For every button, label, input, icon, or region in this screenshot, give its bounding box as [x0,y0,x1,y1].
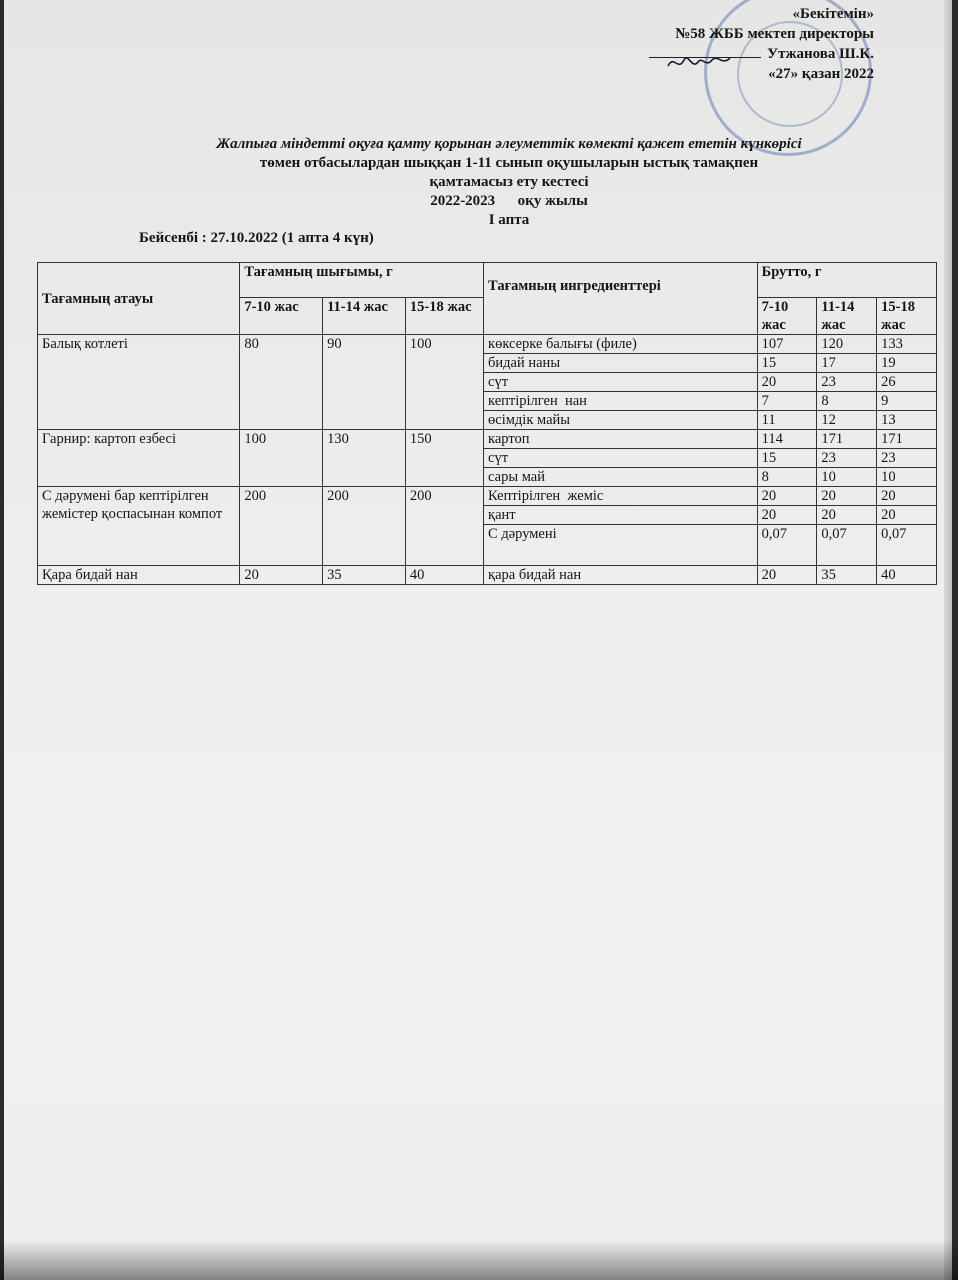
yield-11-14: 90 [323,335,406,430]
brutto-15-18: 19 [877,354,937,373]
header-yield-age-15-18: 15-18 жас [405,298,483,335]
bottom-shadow [0,1240,958,1280]
header-ingredients: Тағамның ингредиенттері [484,263,758,335]
brutto-15-18: 0,07 [877,525,937,566]
director-name: Утжанова Ш.К. [767,46,874,62]
brutto-15-18: 10 [877,468,937,487]
yield-15-18: 40 [405,566,483,585]
yield-7-10: 200 [240,487,323,566]
approval-heading: «Бекітемін» [792,6,874,22]
ingredient-name: кептірілген нан [484,392,758,411]
title-line-2: төмен отбасылардан шыққан 1-11 сынып оқушыларын ыстық тамақпен [259,155,759,171]
approval-date: «27» қазан 2022 [768,66,874,82]
brutto-11-14: 171 [817,430,877,449]
title-line-3: қамтамасыз ету кестесі [429,174,589,190]
ingredient-name: С дәрумені [484,525,758,566]
brutto-15-18: 26 [877,373,937,392]
brutto-7-10: 20 [757,487,817,506]
brutto-7-10: 7 [757,392,817,411]
brutto-15-18: 13 [877,411,937,430]
dish-name: Гарнир: картоп езбесі [38,430,240,487]
ingredient-name: қант [484,506,758,525]
handwritten-signature [664,50,734,74]
brutto-11-14: 20 [817,487,877,506]
brutto-7-10: 20 [757,566,817,585]
table-row [38,487,937,506]
table-row [38,566,937,585]
brutto-11-14: 10 [817,468,877,487]
brutto-7-10: 15 [757,449,817,468]
brutto-11-14: 8 [817,392,877,411]
menu-table [37,262,937,585]
brutto-11-14: 120 [817,335,877,354]
brutto-7-10: 107 [757,335,817,354]
title-line-1: Жалпыға міндетті оқуға қамту қорынан әлеуметтік көмекті қажет ететін күнкөрісі [216,136,802,152]
brutto-11-14: 17 [817,354,877,373]
brutto-15-18: 9 [877,392,937,411]
brutto-7-10: 8 [757,468,817,487]
header-brutto: Брутто, г [757,263,936,298]
yield-7-10: 100 [240,430,323,487]
ingredient-name: көксерке балығы (филе) [484,335,758,354]
yield-15-18: 200 [405,487,483,566]
dish-name: Қара бидай нан [38,566,240,585]
header-yield-age-7-10: 7-10 жас [240,298,323,335]
header-brutto-age-15-18: 15-18 жас [877,298,937,335]
yield-7-10: 80 [240,335,323,430]
dish-name: С дәрумені бар кептірілген жемістер қоспасынан компот [38,487,240,566]
brutto-7-10: 20 [757,506,817,525]
brutto-7-10: 11 [757,411,817,430]
brutto-15-18: 40 [877,566,937,585]
header-brutto-age-7-10: 7-10 жас [757,298,817,335]
week-label: І апта [488,212,530,228]
brutto-7-10: 0,07 [757,525,817,566]
yield-11-14: 130 [323,430,406,487]
brutto-11-14: 12 [817,411,877,430]
brutto-7-10: 15 [757,354,817,373]
brutto-11-14: 35 [817,566,877,585]
brutto-15-18: 20 [877,487,937,506]
brutto-11-14: 23 [817,373,877,392]
brutto-11-14: 23 [817,449,877,468]
academic-year: 2022-2023 оқу жылы [430,193,588,209]
header-dish-name: Тағамның атауы [38,263,240,335]
table-row [38,335,937,354]
yield-7-10: 20 [240,566,323,585]
brutto-15-18: 133 [877,335,937,354]
brutto-15-18: 171 [877,430,937,449]
header-brutto-age-11-14: 11-14 жас [817,298,877,335]
brutto-11-14: 0,07 [817,525,877,566]
ingredient-name: Кептірілген жеміс [484,487,758,506]
yield-11-14: 35 [323,566,406,585]
brutto-15-18: 23 [877,449,937,468]
ingredient-name: сүт [484,449,758,468]
table-row [38,430,937,449]
brutto-7-10: 20 [757,373,817,392]
yield-11-14: 200 [323,487,406,566]
ingredient-name: бидай наны [484,354,758,373]
ingredient-name: өсімдік майы [484,411,758,430]
ingredient-name: сүт [484,373,758,392]
ingredient-name: сары май [484,468,758,487]
page-edge-shadow [944,0,952,1280]
ingredient-name: қара бидай нан [484,566,758,585]
yield-15-18: 150 [405,430,483,487]
approval-position: №58 ЖББ мектеп директоры [675,26,874,42]
brutto-11-14: 20 [817,506,877,525]
header-yield-age-11-14: 11-14 жас [323,298,406,335]
brutto-15-18: 20 [877,506,937,525]
ingredient-name: картоп [484,430,758,449]
header-yield: Тағамның шығымы, г [240,263,484,298]
document-title [114,135,904,230]
day-label: Бейсенбі : 27.10.2022 (1 апта 4 күн) [139,230,374,246]
yield-15-18: 100 [405,335,483,430]
dish-name: Балық котлеті [38,335,240,430]
brutto-7-10: 114 [757,430,817,449]
document-page [4,0,952,1280]
